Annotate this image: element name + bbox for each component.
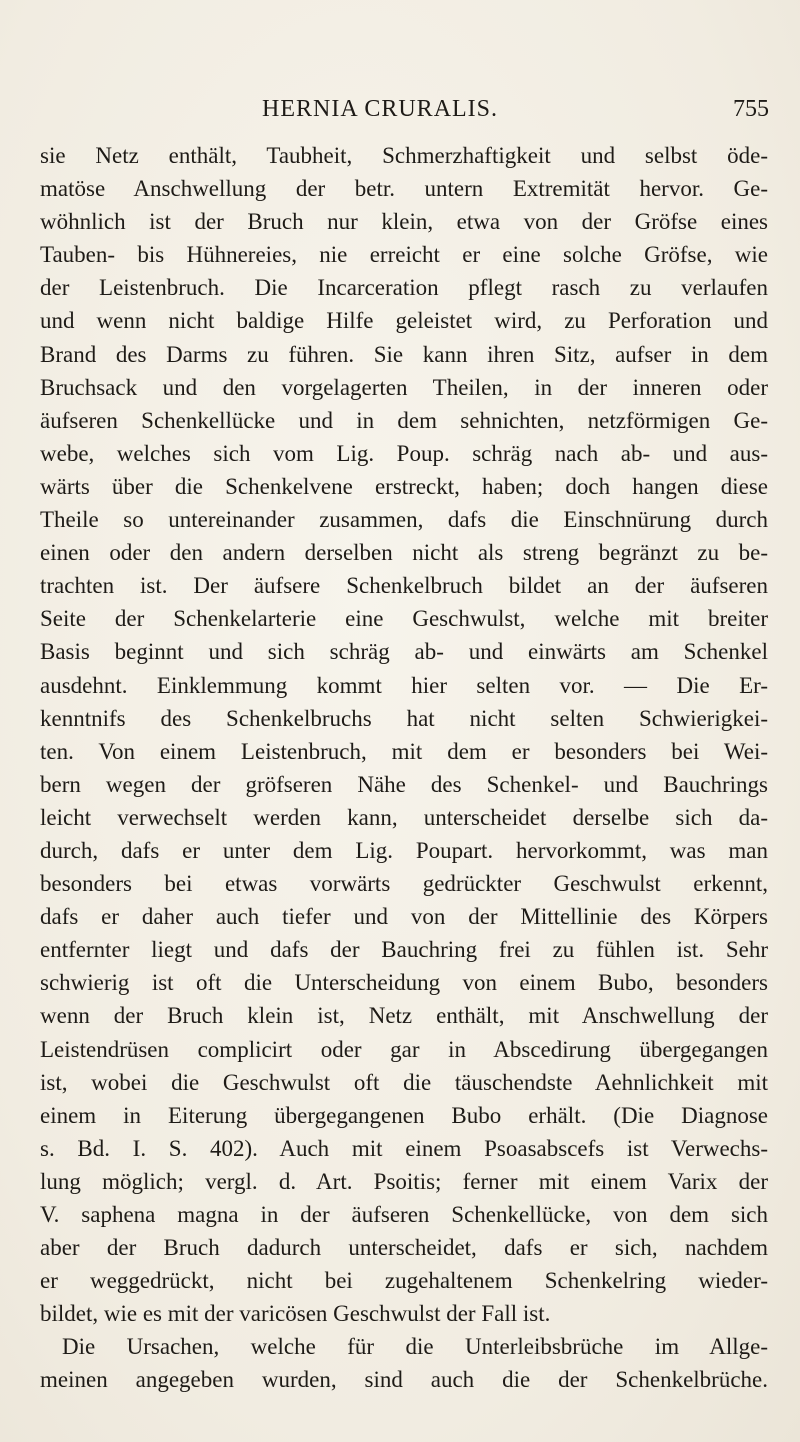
text-line: entfernter liegt und dafs der Bauchring frei zu fühlen ist. Sehr <box>40 937 768 963</box>
text-line: ausdehnt. Einklemmung kommt hier selten vor. — Die Er- <box>40 672 768 698</box>
text-line: Bruchsack und den vorgelagerten Theilen, in der inneren oder <box>40 374 768 400</box>
text-line: Brand des Darms zu führen. Sie kann ihren Sitz, aufser in dem <box>40 341 768 367</box>
text-line: sie Netz enthält, Taubheit, Schmerzhaftigkeit und selbst öde- <box>40 143 768 168</box>
text-line: dafs er daher auch tiefer und von der Mittellinie des Körpers <box>40 904 768 930</box>
running-title: HERNIA CRURALIS. <box>262 96 499 122</box>
text-line: einem in Eiterung übergegangenen Bubo erhält. (Die Diagnose <box>40 1102 768 1128</box>
text-line: ist, wobei die Geschwulst oft die täuschendste Aehnlichkeit mit <box>40 1069 768 1095</box>
text-line: kenntnifs des Schenkelbruchs hat nicht selten Schwierigkei- <box>40 705 768 731</box>
text-line: lung möglich; vergl. d. Art. Psoitis; ferner mit einem Varix der <box>40 1168 768 1194</box>
text-line: ten. Von einem Leistenbruch, mit dem er besonders bei Wei- <box>40 738 768 764</box>
text-line: der Leistenbruch. Die Incarceration pflegt rasch zu verlaufen <box>40 275 768 301</box>
text-line: besonders bei etwas vorwärts gedrückter Geschwulst erkennt, <box>40 871 768 897</box>
text-line: s. Bd. I. S. 402). Auch mit einem Psoasabscefs ist Verwechs- <box>40 1135 768 1161</box>
text-line: Die Ursachen, welche für die Unterleibsbrüche im Allge- <box>62 1334 768 1360</box>
text-line: wöhnlich ist der Bruch nur klein, etwa von der Gröfse eines <box>40 209 768 235</box>
text-line: durch, dafs er unter dem Lig. Poupart. hervorkommt, was man <box>40 837 768 863</box>
text-line: er weggedrückt, nicht bei zugehaltenem Schenkelring wieder- <box>40 1268 768 1294</box>
text-line: meinen angegeben wurden, sind auch die der Schenkelbrüche. <box>40 1367 768 1393</box>
text-line: schwierig ist oft die Unterscheidung von einem Bubo, besonders <box>40 970 768 996</box>
text-line: matöse Anschwellung der betr. untern Extremität hervor. Ge- <box>40 176 768 202</box>
page-header <box>0 96 800 126</box>
text-line: Basis beginnt und sich schräg ab- und einwärts am Schenkel <box>40 639 768 665</box>
text-line: Tauben- bis Hühnereies, nie erreicht er eine solche Gröfse, wie <box>40 242 768 268</box>
text-line: V. saphena magna in der äufseren Schenkellücke, von dem sich <box>40 1202 768 1227</box>
text-line: Theile so untereinander zusammen, dafs die Einschnürung durch <box>40 507 768 533</box>
text-line: und wenn nicht baldige Hilfe geleistet wird, zu Perforation und <box>40 308 768 334</box>
text-line: trachten ist. Der äufsere Schenkelbruch bildet an der äufseren <box>40 573 768 599</box>
text-line: äufseren Schenkellücke und in dem sehnichten, netzförmigen Ge- <box>40 407 768 433</box>
text-line: leicht verwechselt werden kann, unterscheidet derselbe sich da- <box>40 804 768 830</box>
text-line: wärts über die Schenkelvene erstreckt, haben; doch hangen diese <box>40 473 768 499</box>
body-text <box>40 139 768 1397</box>
text-line: webe, welches sich vom Lig. Poup. schräg nach ab- und aus- <box>40 440 768 466</box>
text-line: bern wegen der gröfseren Nähe des Schenkel- und Bauchrings <box>40 771 768 797</box>
text-line: Seite der Schenkelarterie eine Geschwulst, welche mit breiter <box>40 606 768 632</box>
text-line: wenn der Bruch klein ist, Netz enthält, mit Anschwellung der <box>40 1003 768 1029</box>
text-line: bildet, wie es mit der varicösen Geschwulst der Fall ist. <box>40 1301 551 1327</box>
text-line: einen oder den andern derselben nicht als streng begränzt zu be- <box>40 540 768 566</box>
page-number: 755 <box>733 96 769 122</box>
text-line: aber der Bruch dadurch unterscheidet, dafs er sich, nachdem <box>40 1235 768 1261</box>
text-line: Leistendrüsen complicirt oder gar in Abscedirung übergegangen <box>40 1036 768 1062</box>
